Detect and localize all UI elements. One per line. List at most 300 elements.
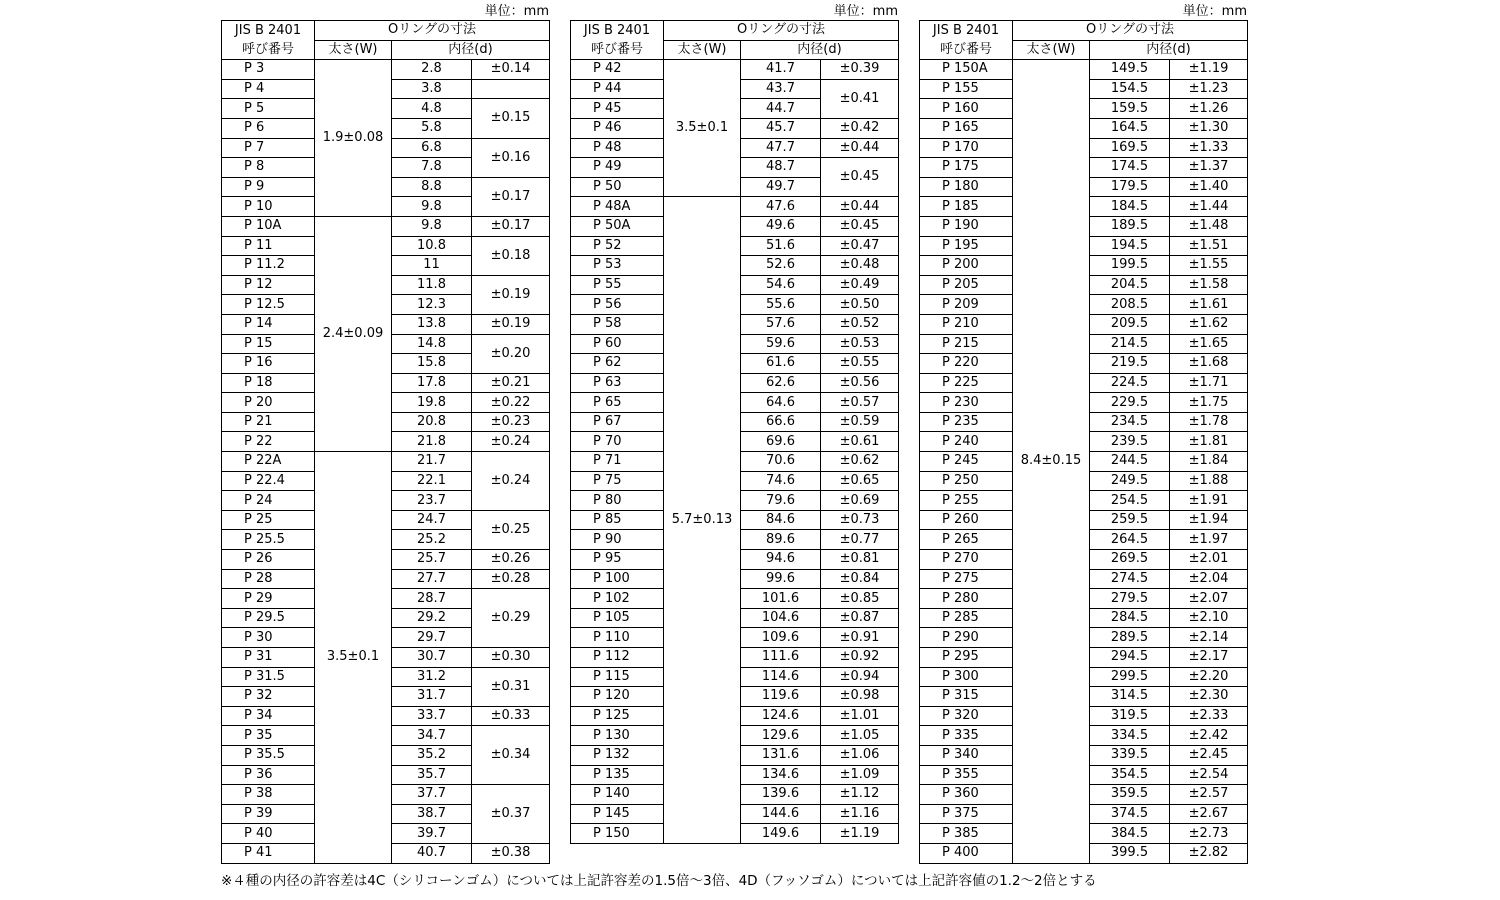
inner-diameter-value: 38.7 [392,804,472,824]
tolerance-value: ±1.71 [1170,373,1248,393]
tolerance-value: ±1.01 [821,706,899,726]
inner-diameter-value: 164.5 [1090,118,1170,138]
table-row [222,452,550,472]
inner-diameter-value: 44.7 [741,99,821,119]
nominal-number: P 60 [571,334,664,354]
tolerance-value: ±1.94 [1170,510,1248,530]
inner-diameter-value: 374.5 [1090,804,1170,824]
header-thickness: 太さ(W) [664,40,741,60]
header-dims: Oリングの寸法 [664,21,899,41]
inner-diameter-value: 319.5 [1090,706,1170,726]
nominal-number: P 32 [222,687,315,707]
inner-diameter-value: 43.7 [741,79,821,99]
inner-diameter-value: 28.7 [392,589,472,609]
nominal-number: P 220 [920,354,1013,374]
tolerance-value: ±0.15 [472,99,550,138]
header-standard: JIS B 2401 [222,21,315,41]
tolerance-value: ±2.10 [1170,608,1248,628]
nominal-number: P 165 [920,118,1013,138]
tolerance-value: ±0.14 [472,60,550,80]
tolerance-value: ±0.26 [472,550,550,570]
inner-diameter-value: 35.2 [392,745,472,765]
nominal-number: P 209 [920,295,1013,315]
nominal-number: P 100 [571,569,664,589]
inner-diameter-value: 8.8 [392,177,472,197]
inner-diameter-value: 41.7 [741,60,821,80]
nominal-number: P 21 [222,412,315,432]
tolerance-value: ±0.29 [472,589,550,648]
tolerance-value: ±1.97 [1170,530,1248,550]
tolerance-value: ±2.01 [1170,550,1248,570]
tolerance-value [472,79,550,99]
tolerance-value: ±2.30 [1170,687,1248,707]
nominal-number: P 41 [222,843,315,863]
tolerance-value: ±0.55 [821,354,899,374]
nominal-number: P 375 [920,804,1013,824]
tolerance-value: ±0.62 [821,452,899,472]
inner-diameter-value: 9.8 [392,197,472,217]
nominal-number: P 160 [920,99,1013,119]
inner-diameter-value: 59.6 [741,334,821,354]
inner-diameter-value: 129.6 [741,726,821,746]
inner-diameter-value: 19.8 [392,393,472,413]
nominal-number: P 132 [571,745,664,765]
nominal-number: P 105 [571,608,664,628]
tolerance-value: ±2.67 [1170,804,1248,824]
inner-diameter-value: 204.5 [1090,275,1170,295]
inner-diameter-value: 169.5 [1090,138,1170,158]
header-dims: Oリングの寸法 [1013,21,1248,41]
tolerance-value: ±1.06 [821,745,899,765]
header-nominal: 呼び番号 [571,40,664,60]
inner-diameter-value: 199.5 [1090,256,1170,276]
thickness-value: 5.7±0.13 [664,197,741,844]
nominal-number: P 8 [222,158,315,178]
inner-diameter-value: 3.8 [392,79,472,99]
nominal-number: P 6 [222,118,315,138]
inner-diameter-value: 214.5 [1090,334,1170,354]
inner-diameter-value: 74.6 [741,471,821,491]
tolerance-value: ±0.34 [472,726,550,785]
inner-diameter-value: 11.8 [392,275,472,295]
tolerance-value: ±0.28 [472,569,550,589]
inner-diameter-value: 7.8 [392,158,472,178]
inner-diameter-value: 79.6 [741,491,821,511]
table-row [571,60,899,80]
inner-diameter-value: 174.5 [1090,158,1170,178]
nominal-number: P 4 [222,79,315,99]
header-thickness: 太さ(W) [1013,40,1090,60]
header-thickness: 太さ(W) [315,40,392,60]
tolerance-value: ±0.19 [472,275,550,314]
tolerance-value: ±0.65 [821,471,899,491]
thickness-value: 8.4±0.15 [1013,60,1090,863]
inner-diameter-value: 111.6 [741,648,821,668]
nominal-number: P 25 [222,510,315,530]
header-standard: JIS B 2401 [920,21,1013,41]
inner-diameter-value: 34.7 [392,726,472,746]
nominal-number: P 48 [571,138,664,158]
inner-diameter-value: 84.6 [741,510,821,530]
inner-diameter-value: 47.6 [741,197,821,217]
inner-diameter-value: 104.6 [741,608,821,628]
inner-diameter-value: 229.5 [1090,393,1170,413]
tolerance-value: ±1.88 [1170,471,1248,491]
nominal-number: P 180 [920,177,1013,197]
nominal-number: P 29 [222,589,315,609]
tolerance-value: ±1.61 [1170,295,1248,315]
tolerance-value: ±0.41 [821,79,899,118]
nominal-number: P 34 [222,706,315,726]
inner-diameter-value: 40.7 [392,843,472,863]
tolerance-value: ±0.57 [821,393,899,413]
nominal-number: P 49 [571,158,664,178]
inner-diameter-value: 5.8 [392,118,472,138]
tolerance-value: ±0.17 [472,177,550,216]
tolerance-value: ±2.82 [1170,843,1248,863]
tolerance-value: ±2.14 [1170,628,1248,648]
tolerance-value: ±0.59 [821,412,899,432]
inner-diameter-value: 29.7 [392,628,472,648]
tolerance-value: ±2.45 [1170,745,1248,765]
table-row [222,60,550,80]
inner-diameter-value: 27.7 [392,569,472,589]
nominal-number: P 28 [222,569,315,589]
inner-diameter-value: 15.8 [392,354,472,374]
nominal-number: P 3 [222,60,315,80]
nominal-number: P 35.5 [222,745,315,765]
nominal-number: P 340 [920,745,1013,765]
tolerance-value: ±1.75 [1170,393,1248,413]
tolerance-value: ±0.21 [472,373,550,393]
tolerance-value: ±0.31 [472,667,550,706]
nominal-number: P 48A [571,197,664,217]
inner-diameter-value: 109.6 [741,628,821,648]
inner-diameter-value: 101.6 [741,589,821,609]
nominal-number: P 285 [920,608,1013,628]
nominal-number: P 46 [571,118,664,138]
inner-diameter-value: 249.5 [1090,471,1170,491]
tolerance-value: ±2.17 [1170,648,1248,668]
nominal-number: P 30 [222,628,315,648]
tolerance-value: ±1.05 [821,726,899,746]
tolerance-value: ±0.38 [472,843,550,863]
inner-diameter-value: 25.7 [392,550,472,570]
inner-diameter-value: 279.5 [1090,589,1170,609]
nominal-number: P 150A [920,60,1013,80]
nominal-number: P 12.5 [222,295,315,315]
nominal-number: P 225 [920,373,1013,393]
tolerance-value: ±0.61 [821,432,899,452]
nominal-number: P 42 [571,60,664,80]
tolerance-value: ±0.48 [821,256,899,276]
nominal-number: P 250 [920,471,1013,491]
inner-diameter-value: 70.6 [741,452,821,472]
nominal-number: P 38 [222,785,315,805]
nominal-number: P 290 [920,628,1013,648]
nominal-number: P 320 [920,706,1013,726]
header-dims: Oリングの寸法 [315,21,550,41]
inner-diameter-value: 29.2 [392,608,472,628]
inner-diameter-value: 69.6 [741,432,821,452]
nominal-number: P 22.4 [222,471,315,491]
inner-diameter-value: 149.5 [1090,60,1170,80]
inner-diameter-value: 37.7 [392,785,472,805]
nominal-number: P 50A [571,216,664,236]
inner-diameter-value: 52.6 [741,256,821,276]
header-inner-diameter: 内径(d) [741,40,899,60]
inner-diameter-value: 23.7 [392,491,472,511]
nominal-number: P 300 [920,667,1013,687]
nominal-number: P 270 [920,550,1013,570]
inner-diameter-value: 55.6 [741,295,821,315]
tolerance-value: ±0.17 [472,216,550,236]
nominal-number: P 230 [920,393,1013,413]
tolerance-value: ±0.45 [821,158,899,197]
inner-diameter-value: 144.6 [741,804,821,824]
tolerance-value: ±0.44 [821,197,899,217]
tolerance-value: ±1.26 [1170,99,1248,119]
nominal-number: P 130 [571,726,664,746]
nominal-number: P 85 [571,510,664,530]
nominal-number: P 400 [920,843,1013,863]
nominal-number: P 62 [571,354,664,374]
tolerance-value: ±0.22 [472,393,550,413]
nominal-number: P 58 [571,314,664,334]
tolerance-value: ±1.33 [1170,138,1248,158]
tolerance-value: ±1.84 [1170,452,1248,472]
inner-diameter-value: 131.6 [741,745,821,765]
nominal-number: P 36 [222,765,315,785]
nominal-number: P 210 [920,314,1013,334]
nominal-number: P 355 [920,765,1013,785]
nominal-number: P 75 [571,471,664,491]
nominal-number: P 67 [571,412,664,432]
inner-diameter-value: 48.7 [741,158,821,178]
tolerance-value: ±0.19 [472,314,550,334]
inner-diameter-value: 259.5 [1090,510,1170,530]
inner-diameter-value: 284.5 [1090,608,1170,628]
nominal-number: P 52 [571,236,664,256]
inner-diameter-value: 10.8 [392,236,472,256]
tolerance-value: ±1.19 [821,824,899,844]
inner-diameter-value: 25.2 [392,530,472,550]
nominal-number: P 115 [571,667,664,687]
tolerance-value: ±0.84 [821,569,899,589]
tolerance-value: ±1.30 [1170,118,1248,138]
nominal-number: P 50 [571,177,664,197]
tolerance-value: ±0.30 [472,648,550,668]
nominal-number: P 195 [920,236,1013,256]
nominal-number: P 280 [920,589,1013,609]
nominal-number: P 185 [920,197,1013,217]
nominal-number: P 135 [571,765,664,785]
nominal-number: P 235 [920,412,1013,432]
tolerance-value: ±0.16 [472,138,550,177]
tolerance-value: ±1.19 [1170,60,1248,80]
nominal-number: P 240 [920,432,1013,452]
tolerance-value: ±1.81 [1170,432,1248,452]
tolerance-value: ±2.42 [1170,726,1248,746]
nominal-number: P 5 [222,99,315,119]
inner-diameter-value: 208.5 [1090,295,1170,315]
nominal-number: P 10 [222,197,315,217]
inner-diameter-value: 99.6 [741,569,821,589]
tolerance-value: ±0.37 [472,785,550,844]
tolerance-value: ±0.42 [821,118,899,138]
nominal-number: P 112 [571,648,664,668]
inner-diameter-value: 14.8 [392,334,472,354]
inner-diameter-value: 47.7 [741,138,821,158]
tolerance-value: ±0.87 [821,608,899,628]
nominal-number: P 53 [571,256,664,276]
tolerance-value: ±0.47 [821,236,899,256]
tolerance-value: ±1.62 [1170,314,1248,334]
header-nominal: 呼び番号 [222,40,315,60]
nominal-number: P 90 [571,530,664,550]
tolerance-value: ±1.78 [1170,412,1248,432]
tolerance-value: ±0.25 [472,510,550,549]
header-standard: JIS B 2401 [571,21,664,41]
inner-diameter-value: 49.7 [741,177,821,197]
nominal-number: P 295 [920,648,1013,668]
inner-diameter-value: 354.5 [1090,765,1170,785]
tolerance-value: ±0.50 [821,295,899,315]
nominal-number: P 255 [920,491,1013,511]
nominal-number: P 11.2 [222,256,315,276]
nominal-number: P 26 [222,550,315,570]
nominal-number: P 31 [222,648,315,668]
inner-diameter-value: 314.5 [1090,687,1170,707]
inner-diameter-value: 384.5 [1090,824,1170,844]
nominal-number: P 35 [222,726,315,746]
nominal-number: P 25.5 [222,530,315,550]
nominal-number: P 205 [920,275,1013,295]
nominal-number: P 260 [920,510,1013,530]
inner-diameter-value: 51.6 [741,236,821,256]
tolerance-value: ±0.49 [821,275,899,295]
inner-diameter-value: 33.7 [392,706,472,726]
table-row [222,216,550,236]
inner-diameter-value: 9.8 [392,216,472,236]
inner-diameter-value: 4.8 [392,99,472,119]
tolerance-value: ±0.85 [821,589,899,609]
tolerance-value: ±0.39 [821,60,899,80]
inner-diameter-value: 119.6 [741,687,821,707]
inner-diameter-value: 39.7 [392,824,472,844]
tolerance-value: ±0.23 [472,412,550,432]
tolerance-value: ±1.91 [1170,491,1248,511]
inner-diameter-value: 209.5 [1090,314,1170,334]
nominal-number: P 44 [571,79,664,99]
inner-diameter-value: 239.5 [1090,432,1170,452]
nominal-number: P 170 [920,138,1013,158]
inner-diameter-value: 89.6 [741,530,821,550]
tolerance-value: ±1.68 [1170,354,1248,374]
tolerance-value: ±1.51 [1170,236,1248,256]
inner-diameter-value: 35.7 [392,765,472,785]
inner-diameter-value: 62.6 [741,373,821,393]
nominal-number: P 102 [571,589,664,609]
inner-diameter-value: 234.5 [1090,412,1170,432]
nominal-number: P 215 [920,334,1013,354]
tolerance-value: ±1.40 [1170,177,1248,197]
inner-diameter-value: 64.6 [741,393,821,413]
inner-diameter-value: 13.8 [392,314,472,334]
nominal-number: P 275 [920,569,1013,589]
inner-diameter-value: 299.5 [1090,667,1170,687]
nominal-number: P 150 [571,824,664,844]
tolerance-value: ±1.12 [821,785,899,805]
tolerance-value: ±0.44 [821,138,899,158]
inner-diameter-value: 189.5 [1090,216,1170,236]
nominal-number: P 56 [571,295,664,315]
inner-diameter-value: 21.7 [392,452,472,472]
footnote: ※４種の内径の許容差は4C（シリコーンゴム）については上記許容差の1.5倍～3倍、4D（フッソゴム）については上記許容値の1.2～2倍とする [221,873,1097,889]
inner-diameter-value: 219.5 [1090,354,1170,374]
nominal-number: P 11 [222,236,315,256]
nominal-number: P 190 [920,216,1013,236]
nominal-number: P 385 [920,824,1013,844]
tolerance-value: ±1.55 [1170,256,1248,276]
thickness-value: 2.4±0.09 [315,216,392,451]
nominal-number: P 125 [571,706,664,726]
oring-table-2 [570,20,899,844]
nominal-number: P 40 [222,824,315,844]
nominal-number: P 9 [222,177,315,197]
inner-diameter-value: 339.5 [1090,745,1170,765]
tolerance-value: ±1.65 [1170,334,1248,354]
inner-diameter-value: 61.6 [741,354,821,374]
nominal-number: P 265 [920,530,1013,550]
nominal-number: P 12 [222,275,315,295]
inner-diameter-value: 31.2 [392,667,472,687]
tolerance-value: ±1.16 [821,804,899,824]
nominal-number: P 14 [222,314,315,334]
tolerance-value: ±0.33 [472,706,550,726]
nominal-number: P 200 [920,256,1013,276]
inner-diameter-value: 17.8 [392,373,472,393]
nominal-number: P 71 [571,452,664,472]
nominal-number: P 95 [571,550,664,570]
nominal-number: P 45 [571,99,664,119]
tolerance-value: ±0.53 [821,334,899,354]
tolerance-value: ±1.09 [821,765,899,785]
nominal-number: P 7 [222,138,315,158]
nominal-number: P 55 [571,275,664,295]
nominal-number: P 18 [222,373,315,393]
tolerance-value: ±2.33 [1170,706,1248,726]
inner-diameter-value: 2.8 [392,60,472,80]
inner-diameter-value: 224.5 [1090,373,1170,393]
inner-diameter-value: 269.5 [1090,550,1170,570]
inner-diameter-value: 334.5 [1090,726,1170,746]
oring-table-3 [919,20,1248,864]
nominal-number: P 140 [571,785,664,805]
inner-diameter-value: 54.6 [741,275,821,295]
header-inner-diameter: 内径(d) [392,40,550,60]
nominal-number: P 120 [571,687,664,707]
inner-diameter-value: 244.5 [1090,452,1170,472]
tolerance-value: ±1.37 [1170,158,1248,178]
inner-diameter-value: 66.6 [741,412,821,432]
inner-diameter-value: 159.5 [1090,99,1170,119]
tolerance-value: ±2.57 [1170,785,1248,805]
inner-diameter-value: 114.6 [741,667,821,687]
nominal-number: P 16 [222,354,315,374]
tolerance-value: ±0.52 [821,314,899,334]
tolerance-value: ±0.69 [821,491,899,511]
